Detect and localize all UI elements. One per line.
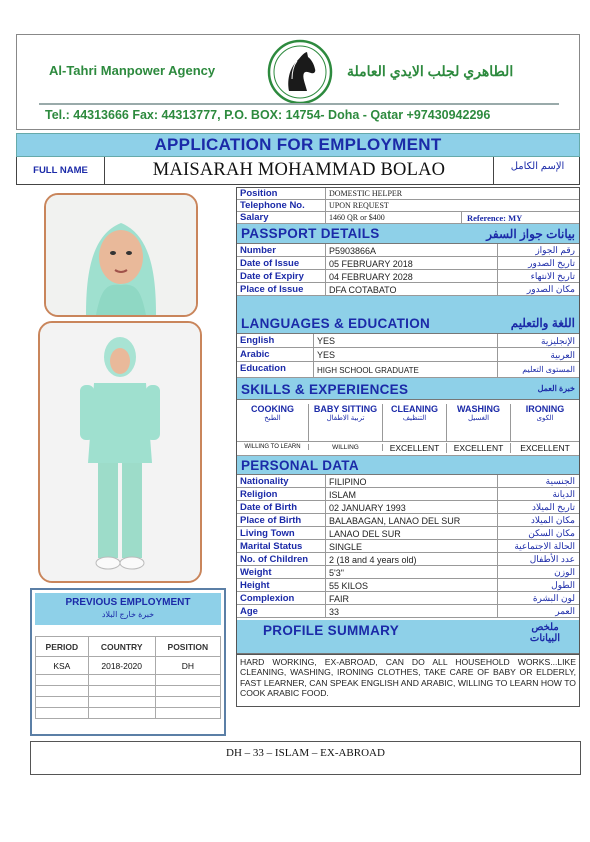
table-row <box>36 697 221 708</box>
passport-number-label-ar: رقم الجواز <box>535 245 575 255</box>
personal-data-value: 55 KILOS <box>329 581 369 591</box>
personal-data-row <box>237 514 579 527</box>
personal-data-row <box>237 605 579 618</box>
english-value: YES <box>317 336 336 346</box>
summary-footer <box>30 741 581 775</box>
profile-section-title: PROFILE SUMMARY <box>263 623 399 638</box>
full-name-label-ar: الإسم الكامل <box>493 157 581 184</box>
arabic-row <box>237 348 579 362</box>
passport-number-label: Number <box>240 245 276 256</box>
issue-date-label: Date of Issue <box>240 258 300 269</box>
previous-employment-box <box>30 588 226 736</box>
personal-data-value: 33 <box>329 607 340 617</box>
education-label: Education <box>240 363 286 374</box>
personal-data-value: ISLAM <box>329 490 357 500</box>
personal-data-label: Age <box>240 606 258 617</box>
skills-section-header <box>237 378 579 400</box>
issue-place-value: DFA COTABATO <box>329 285 397 295</box>
skill-value: EXCELLENT <box>447 443 511 453</box>
personal-data-label-ar: العمر <box>555 606 575 616</box>
personal-data-row <box>237 488 579 501</box>
personal-data-label: Religion <box>240 489 278 500</box>
personal-data-value: 02 JANUARY 1993 <box>329 503 406 513</box>
skill-value: EXCELLENT <box>383 443 447 453</box>
personal-data-label: Weight <box>240 567 272 578</box>
languages-section-title-ar: اللغة والتعليم <box>510 316 575 330</box>
skill-cleaning: CLEANING التنظيف <box>383 404 447 441</box>
issue-place-row <box>237 283 579 296</box>
english-label-ar: الإنجليزية <box>541 336 575 346</box>
skills-section-title: SKILLS & EXPERIENCES <box>241 382 409 397</box>
issue-place-label: Place of Issue <box>240 284 304 295</box>
expiry-date-label: Date of Expiry <box>240 271 304 282</box>
table-cell <box>88 697 155 708</box>
header-divider <box>39 103 559 105</box>
table-cell <box>155 686 220 697</box>
personal-data-value: 5'3" <box>329 568 344 578</box>
passport-section-title: PASSPORT DETAILS <box>241 226 380 241</box>
personal-data-value: BALABAGAN, LANAO DEL SUR <box>329 516 461 526</box>
column-header: COUNTRY <box>88 637 155 657</box>
passport-number-row <box>237 244 579 257</box>
contact-line: Tel.: 44313666 Fax: 44313777, P.O. BOX: 14754- Doha - Qatar +97430942296 <box>45 108 491 122</box>
arabic-label: Arabic <box>240 349 270 360</box>
table-row <box>36 675 221 686</box>
issue-date-label-ar: تاريخ الصدور <box>528 258 575 268</box>
skill-value: WILLING TO LEARN <box>237 444 309 450</box>
previous-employment-title-ar: خبرة خارج البلاد <box>101 610 155 619</box>
table-cell <box>36 675 89 686</box>
full-body-photo <box>38 321 202 583</box>
skill-value: WILLING <box>309 444 383 451</box>
skills-values-row <box>237 442 579 456</box>
personal-data-label-ar: تاريخ الميلاد <box>532 502 575 512</box>
reference-value: Reference: MY <box>467 213 523 223</box>
skill-washing: WASHING الغسيل <box>447 404 511 441</box>
education-label-ar: المستوى التعليم <box>522 365 575 374</box>
personal-data-label: Place of Birth <box>240 515 302 526</box>
letterhead <box>16 34 580 130</box>
full-name-row <box>16 157 580 185</box>
column-header: PERIOD <box>36 637 89 657</box>
personal-data-label: No. of Children <box>240 554 309 565</box>
table-row <box>36 657 221 675</box>
application-title: APPLICATION FOR EMPLOYMENT <box>154 135 442 154</box>
personal-data-value: FILIPINO <box>329 477 367 487</box>
telephone-value: UPON REQUEST <box>329 201 389 210</box>
personal-data-label-ar: مكان الميلاد <box>530 515 575 525</box>
personal-section-title: PERSONAL DATA <box>241 458 359 473</box>
education-row <box>237 362 579 378</box>
personal-data-row <box>237 475 579 488</box>
table-cell <box>36 697 89 708</box>
position-label: Position <box>240 188 278 199</box>
skill-ironing: IRONING الكوى <box>525 404 565 422</box>
table-cell <box>88 686 155 697</box>
personal-data-label-ar: الحالة الاجتماعية <box>514 541 575 551</box>
expiry-date-value: 04 FEBRUARY 2028 <box>329 272 413 282</box>
passport-number-value: P5903866A <box>329 246 377 256</box>
table-row <box>36 686 221 697</box>
personal-data-row <box>237 566 579 579</box>
personal-data-label-ar: الوزن <box>554 567 575 577</box>
passport-section-title-ar: بيانات جواز السفر <box>486 227 575 241</box>
personal-data-row <box>237 579 579 592</box>
personal-data-label-ar: مكان السكن <box>528 528 575 538</box>
table-cell <box>88 708 155 719</box>
summary-footer-text: DH – 33 – ISLAM – EX-ABROAD <box>226 747 385 759</box>
full-name-label: FULL NAME <box>17 157 105 184</box>
personal-data-row <box>237 527 579 540</box>
table-cell <box>36 686 89 697</box>
agency-name-ar: الطاهري لجلب الايدي العاملة <box>347 63 514 79</box>
issue-date-value: 05 FEBRUARY 2018 <box>329 259 413 269</box>
personal-data-label-ar: عدد الأطفال <box>529 554 575 564</box>
agency-name-en: Al-Tahri Manpower Agency <box>49 63 216 78</box>
personal-data-row <box>237 592 579 605</box>
telephone-label: Telephone No. <box>240 200 305 211</box>
salary-row <box>237 212 579 224</box>
table-cell <box>36 708 89 719</box>
personal-data-value: SINGLE <box>329 542 363 552</box>
personal-data-label-ar: الجنسية <box>545 476 575 486</box>
arabic-label-ar: العربية <box>550 350 575 360</box>
salary-value: 1460 QR or $400 <box>329 213 385 222</box>
personal-data-label: Complexion <box>240 593 295 604</box>
previous-employment-header <box>35 593 221 625</box>
previous-employment-table <box>35 636 221 719</box>
english-row <box>237 334 579 348</box>
personal-data-label: Height <box>240 580 270 591</box>
personal-data-value: FAIR <box>329 594 350 604</box>
table-cell: KSA <box>36 657 89 675</box>
skill-value: EXCELLENT <box>520 443 570 453</box>
skills-names-row <box>237 400 579 442</box>
personal-data-row <box>237 540 579 553</box>
personal-data-label: Date of Birth <box>240 502 297 513</box>
profile-summary-box <box>236 655 580 707</box>
profile-section-header <box>237 620 579 654</box>
applicant-details <box>236 187 580 655</box>
issue-date-row <box>237 257 579 270</box>
table-row <box>36 708 221 719</box>
languages-section-title: LANGUAGES & EDUCATION <box>241 316 431 331</box>
personal-data-label-ar: الطول <box>551 580 575 590</box>
salary-label: Salary <box>240 212 269 223</box>
expiry-date-label-ar: تاريخ الانتهاء <box>530 271 575 281</box>
skills-section-title-ar: خبرة العمل <box>537 384 575 393</box>
skill-baby-sitting: BABY SITTING تربية الاطفال <box>309 404 383 441</box>
table-cell: DH <box>155 657 220 675</box>
table-cell <box>155 697 220 708</box>
table-cell <box>155 708 220 719</box>
personal-data-row <box>237 501 579 514</box>
position-row <box>237 188 579 200</box>
personal-data-label: Marital Status <box>240 541 303 552</box>
column-header: POSITION <box>155 637 220 657</box>
table-cell <box>155 675 220 686</box>
portrait-photo <box>44 193 198 317</box>
personal-data-label: Living Town <box>240 528 295 539</box>
personal-data-label-ar: الديانة <box>552 489 575 499</box>
issue-place-label-ar: مكان الصدور <box>526 284 575 294</box>
personal-data-label: Nationality <box>240 476 289 487</box>
telephone-row <box>237 200 579 212</box>
table-header-row <box>36 637 221 657</box>
education-value: HIGH SCHOOL GRADUATE <box>317 366 419 375</box>
skill-cooking: COOKING الطبخ <box>237 404 309 441</box>
table-cell <box>88 675 155 686</box>
personal-section-header <box>237 456 579 475</box>
english-label: English <box>240 335 275 346</box>
application-title-bar <box>16 133 580 157</box>
horse-logo-icon <box>267 39 333 105</box>
full-name-value: MAISARAH MOHAMMAD BOLAO <box>152 160 446 180</box>
passport-section-header <box>237 224 579 244</box>
table-cell: 2018-2020 <box>88 657 155 675</box>
profile-section-title-ar: ملخص البيانات <box>529 622 561 644</box>
personal-data-label-ar: لون البشرة <box>532 593 575 603</box>
personal-data-value: 2 (18 and 4 years old) <box>329 555 417 565</box>
personal-data-row <box>237 553 579 566</box>
previous-employment-title: PREVIOUS EMPLOYMENT <box>65 597 191 608</box>
personal-data-value: LANAO DEL SUR <box>329 529 401 539</box>
expiry-date-row <box>237 270 579 283</box>
arabic-value: YES <box>317 350 336 360</box>
languages-section-header <box>237 296 579 334</box>
profile-summary-text: HARD WORKING, EX-ABROAD, CAN DO ALL HOUSEHOLD WORKS...LIKE CLEANING, WASHING, IRONING CLOTHES, TAKE CARE OF BABY OR ELDERLY, FAST LEARNER, CAN SPEAK ENGLISH AND ARABIC, WILLING TO LEARN HOW TO COOK ARABIC FOOD. <box>240 657 576 699</box>
position-value: DOMESTIC HELPER <box>329 189 403 198</box>
